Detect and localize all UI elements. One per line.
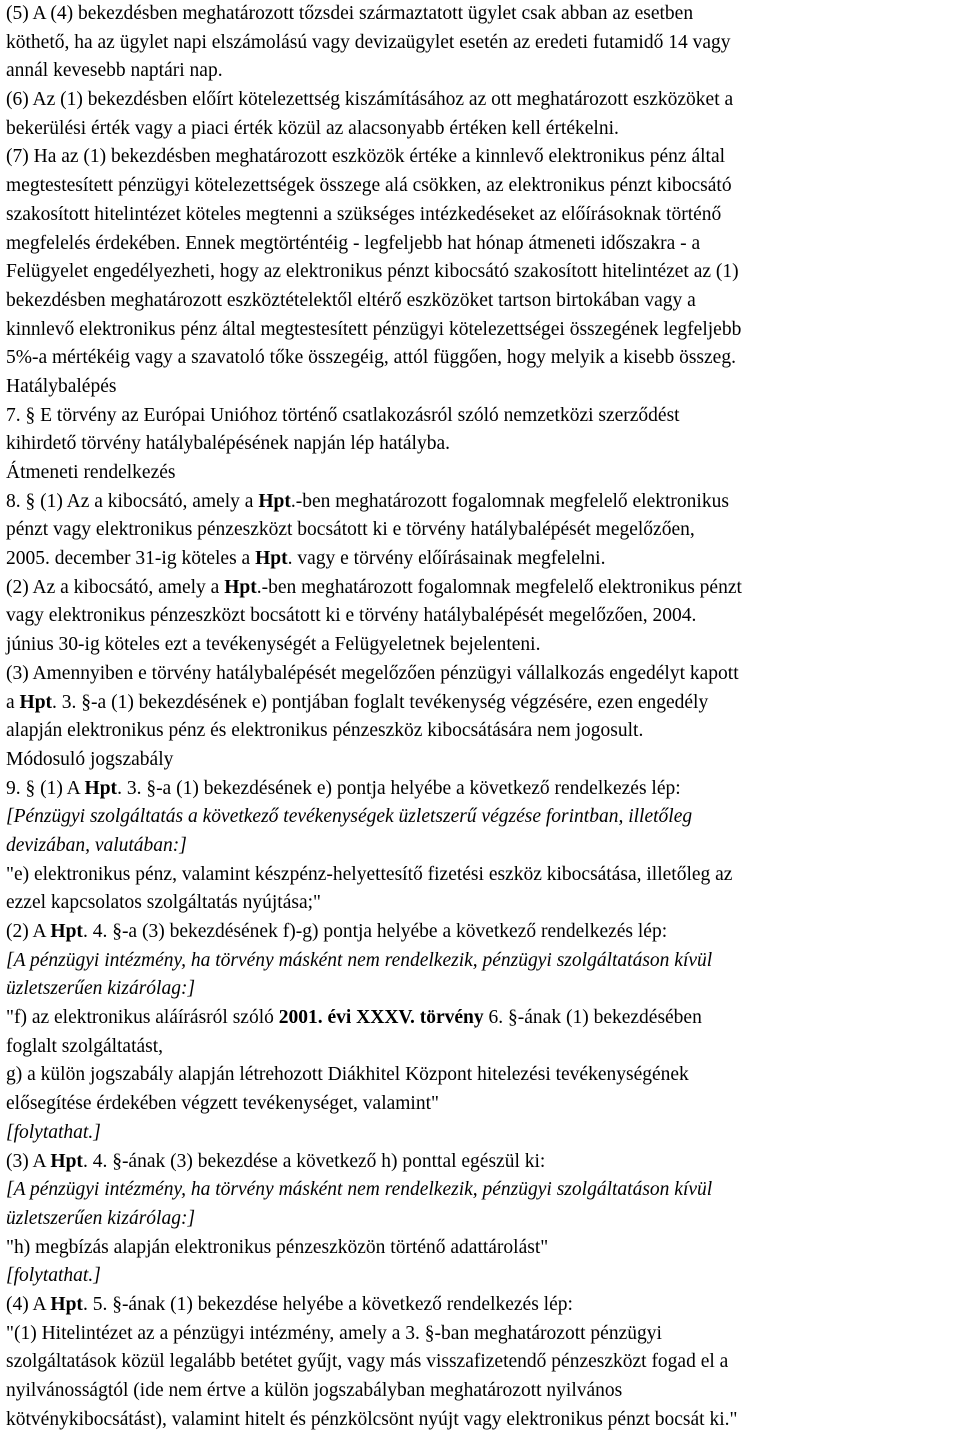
text-line: "(1) Hitelintézet az a pénzügyi intézmény, amely a 3. §-ban meghatározott pénzügyi [6,1322,662,1344]
text-line: 8. § (1) Az a kibocsátó, amely a Hpt.-ben meghatározott fogalomnak megfelelő elektronikus [6,490,729,512]
bold-text: 2001. évi XXXV. törvény [278,1007,484,1029]
text-line: szakosított hitelintézet köteles megtenni a szükséges intézkedéseket az előírásoknak történő [6,203,722,225]
italic-line: [A pénzügyi intézmény, ha törvény másként nem rendelkezik, pénzügyi szolgáltatáson kívül [6,1179,713,1201]
section-heading: Hatálybalépés [6,375,117,397]
text-line: alapján elektronikus pénz és elektronikus pénzeszköz kibocsátására nem jogosult. [6,720,644,742]
text-line: ezzel kapcsolatos szolgáltatás nyújtása;" [6,892,321,914]
text-line: (5) A (4) bekezdésben meghatározott tőzsdei származtatott ügylet csak abban az esetben [6,3,694,24]
bold-text: Hpt [19,691,53,713]
text-line: 5%-a mértékéig vagy a szavatoló tőke összegéig, attól függően, hogy melyik a kisebb összeg. [6,347,736,369]
text-line: kinnlevő elektronikus pénz által megtestesített pénzügyi kötelezettségei összegének legfeljebb [6,318,742,340]
section-heading: Módosuló jogszabály [6,748,174,770]
text-line: szolgáltatások közül legalább betétet gyűjt, vagy más visszafizetendő pénzeszközt fogad el a [6,1351,729,1373]
bold-text: Hpt [50,921,83,942]
text-line: (7) Ha az (1) bekezdésben meghatározott eszközök értéke a kinnlevő elektronikus pénz által [6,146,726,168]
italic-line: üzletszerűen kizárólag:] [6,1207,196,1229]
text-line: "f) az elektronikus aláírásról szóló 2001. évi XXXV. törvény 6. §-ának (1) bekezdésében [6,1007,702,1029]
text-line: annál kevesebb naptári nap. [6,60,223,82]
text-line: a Hpt. 3. §-a (1) bekezdésének e) pontjában foglalt tevékenység végzésére, ezen engedély [6,691,709,713]
text-line: (6) Az (1) bekezdésben előírt kötelezettség kiszámításához az ott meghatározott eszközöket a [6,89,734,111]
text-line: 7. § E törvény az Európai Unióhoz történő csatlakozásról szóló nemzetközi szerződést [6,404,680,426]
text-line: (3) A Hpt. 4. §-ának (3) bekezdése a következő h) ponttal egészül ki: [6,1150,546,1172]
text-line: (2) Az a kibocsátó, amely a Hpt.-ben meghatározott fogalomnak megfelelő elektronikus pénzt [6,576,742,598]
italic-line: [A pénzügyi intézmény, ha törvény másként nem rendelkezik, pénzügyi szolgáltatáson kívül [6,949,713,971]
italic-line: [folytathat.] [6,1265,101,1287]
text-line: kihirdető törvény hatálybalépésének napján lép hatályba. [6,433,450,455]
text-line: elősegítése érdekében végzett tevékenységet, valamint" [6,1093,439,1115]
text-line: kötvénykibocsátást), valamint hitelt és pénzkölcsönt nyújt vagy elektronikus pénzt bocsát ki." [6,1408,738,1430]
bold-text: Hpt [50,1293,83,1315]
text-line: június 30-ig köteles ezt a tevékenységét a Felügyeletnek bejelenteni. [6,634,541,656]
text-line: megfelelés érdekében. Ennek megtörténtéig - legfeljebb hat hónap átmeneti időszakra - a [6,232,701,254]
bold-text: Hpt [258,490,291,512]
text-line: (4) A Hpt. 5. §-ának (1) bekezdése helyébe a következő rendelkezés lép: [6,1293,573,1315]
text-line: bekerülési érték vagy a piaci érték közül az alacsonyabb értéken kell értékelni. [6,117,619,139]
section-heading: Átmeneti rendelkezés [6,462,176,483]
text-line: (2) A Hpt. 4. §-a (3) bekezdésének f)-g) pontja helyébe a következő rendelkezés lép: [6,921,668,942]
italic-line: [folytathat.] [6,1121,101,1143]
text-line: foglalt szolgáltatást, [6,1035,164,1057]
text-line: 9. § (1) A Hpt. 3. §-a (1) bekezdésének e) pontja helyébe a következő rendelkezés lép: [6,777,681,799]
bold-text: Hpt [255,548,288,570]
bold-text: Hpt [50,1150,83,1172]
text-line: bekezdésben meghatározott eszköztételektől eltérő eszközöket tartson birtokában vagy a [6,289,696,311]
text-line: (3) Amennyiben e törvény hatálybalépését megelőzően pénzügyi vállalkozás engedélyt kapott [6,662,739,684]
text-line: g) a külön jogszabály alapján létrehozott Diákhitel Központ hitelezési tevékenységének [6,1064,689,1086]
bold-text: Hpt [84,777,118,799]
italic-line: üzletszerűen kizárólag:] [6,978,196,1000]
italic-line: [Pénzügyi szolgáltatás a következő tevékenységek üzletszerű végzése forintban, illetőleg [6,806,693,828]
text-line: megtestesített pénzügyi kötelezettségek összege alá csökken, az elektronikus pénzt kibocsátó [6,175,732,197]
text-line: "h) megbízás alapján elektronikus pénzeszközön történő adattárolást" [6,1236,549,1258]
text-line: vagy elektronikus pénzeszközt bocsátott ki e törvény hatálybalépését megelőzően, 2004. [6,605,697,627]
text-line: Felügyelet engedélyezheti, hogy az elektronikus pénzt kibocsátó szakosított hitelintézet az (1) [6,261,739,283]
text-line: pénzt vagy elektronikus pénzeszközt bocsátott ki e törvény hatálybalépését megelőzően, [6,519,695,541]
text-line: "e) elektronikus pénz, valamint készpénz-helyettesítő fizetési eszköz kibocsátása, illetőleg az [6,863,733,885]
text-line: köthető, ha az ügylet napi elszámolású vagy devizaügylet esetén az eredeti futamidő 14 vagy [6,31,731,53]
text-line: 2005. december 31-ig köteles a Hpt. vagy e törvény előírásainak megfelelni. [6,548,606,570]
italic-line: devizában, valutában:] [6,834,187,856]
bold-text: Hpt [224,576,257,598]
text-line: nyilvánosságtól (ide nem értve a külön jogszabályban meghatározott nyilvános [6,1380,623,1401]
